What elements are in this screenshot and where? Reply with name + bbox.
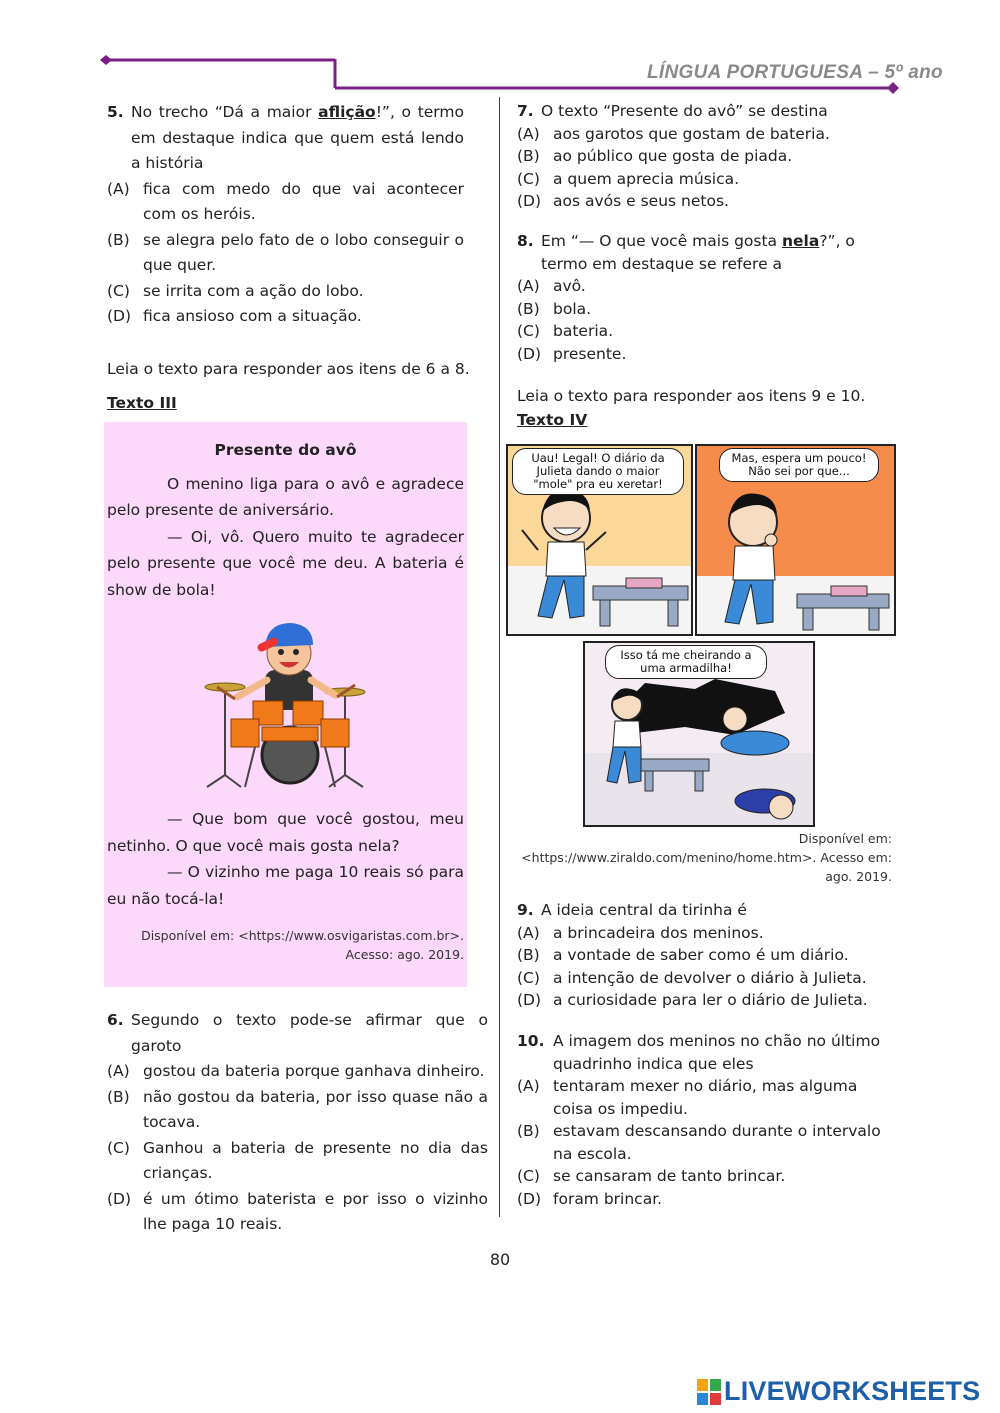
comic-bubble-3: Isso tá me cheirando a uma armadilha! — [605, 645, 767, 679]
question-5 — [107, 100, 464, 330]
header-decoration — [0, 0, 1000, 100]
option-d[interactable]: (D) aos avós e seus netos. — [517, 192, 729, 210]
story-paragraph-3: — Que bom que você gostou, meu netinho. O que você mais gosta nela? — [107, 810, 464, 855]
options-list — [107, 177, 464, 330]
question-number: 5. — [107, 103, 124, 121]
story-paragraph-1: O menino liga para o avô e agradece pelo presente de aniversário. — [107, 474, 464, 519]
liveworksheets-logo — [697, 1376, 980, 1407]
story-text — [107, 437, 464, 603]
intro-text-3: Leia o texto para responder aos itens de 6 a 8. — [107, 360, 470, 378]
option-d[interactable]: (D) fica ansioso com a situação. — [107, 307, 362, 325]
option-c[interactable]: (C) se irrita com a ação do lobo. — [107, 281, 364, 300]
page-number: 80 — [489, 1250, 511, 1269]
option-b[interactable]: (B) ao público que gosta de piada. — [517, 147, 793, 165]
option-d[interactable]: (D) é um ótimo baterista e por isso o vizinho lhe paga 10 reais. — [107, 1189, 488, 1233]
option-c[interactable]: (C) bateria. — [517, 322, 614, 340]
drummer-illustration — [195, 615, 380, 795]
option-a[interactable]: (A) fica com medo do que vai acontecer com os heróis. — [107, 179, 464, 223]
header-title: LÍNGUA PORTUGUESA – 5º ano — [647, 62, 943, 83]
option-a[interactable]: (A) tentaram mexer no diário, mas alguma coisa os impediu. — [517, 1077, 858, 1118]
texto-4-label: Texto IV — [517, 411, 588, 429]
option-c[interactable]: (C) a quem aprecia música. — [517, 169, 740, 188]
story-title: Presente do avô — [214, 441, 357, 459]
question-9 — [517, 899, 892, 1012]
highlighted-term: nela — [781, 232, 820, 250]
option-b[interactable]: (B) a vontade de saber como é um diário. — [517, 946, 849, 964]
option-b[interactable]: (B) não gostou da bateria, por isso quase não a tocava. — [107, 1087, 488, 1131]
story-paragraph-2: — Oi, vô. Quero muito te agradecer pelo presente que você me deu. A bateria é show de bola! — [107, 527, 464, 599]
question-10 — [517, 1030, 892, 1210]
question-stem: No trecho “Dá a maior aflição!”, o termo em destaque indica que quem está lendo a história — [131, 103, 464, 172]
option-a[interactable]: (A) a brincadeira dos meninos. — [517, 923, 764, 942]
question-stem: Segundo o texto pode-se afirmar que o garoto — [131, 1011, 488, 1055]
option-d[interactable]: (D) presente. — [517, 344, 627, 363]
comic-bubble-2: Mas, espera um pouco! Não sei por que... — [719, 448, 879, 482]
question-number: 9. — [517, 901, 534, 919]
story-paragraph-4: — O vizinho me paga 10 reais só para eu não tocá-la! — [107, 863, 464, 908]
comic-panel-2 — [695, 444, 896, 636]
option-c[interactable]: (C) a intenção de devolver o diário à Julieta. — [517, 968, 867, 987]
question-number: 6. — [107, 1011, 124, 1029]
question-7 — [517, 100, 892, 213]
question-number: 10. — [517, 1032, 545, 1050]
comic-panel-1 — [506, 444, 693, 636]
option-a[interactable]: (A) avô. — [517, 277, 586, 295]
question-number: 8. — [517, 232, 534, 250]
intro-text-4: Leia o texto para responder aos itens 9 e 10. — [517, 387, 866, 405]
texto-3-label: Texto III — [107, 394, 177, 412]
question-stem: O texto “Presente do avô” se destina — [541, 102, 828, 120]
option-b[interactable]: (B) bola. — [517, 299, 592, 318]
options-list — [107, 1059, 488, 1238]
option-d[interactable]: (D) a curiosidade para ler o diário de Julieta. — [517, 991, 868, 1009]
comic-bubble-1: Uau! Legal! O diário da Julieta dando o maior "mole" pra eu xeretar! — [512, 448, 684, 495]
question-number: 7. — [517, 102, 534, 120]
options-list — [517, 275, 892, 365]
option-d[interactable]: (D) foram brincar. — [517, 1189, 663, 1208]
option-b[interactable]: (B) se alegra pelo fato de o lobo conseguir o que quer. — [107, 230, 464, 274]
comic-source: Disponível em: <https://www.ziraldo.com/menino/home.htm>. Acesso em: ago. 2019. — [521, 831, 892, 884]
story-text-continued — [107, 806, 464, 912]
option-c[interactable]: (C) Ganhou a bateria de presente no dia das crianças. — [107, 1138, 488, 1182]
question-stem: A imagem dos meninos no chão no último quadrinho indica que eles — [553, 1032, 881, 1073]
option-a[interactable]: (A) gostou da bateria porque ganhava dinheiro. — [107, 1062, 485, 1080]
question-8 — [517, 230, 892, 365]
question-6 — [107, 1008, 488, 1238]
option-c[interactable]: (C) se cansaram de tanto brincar. — [517, 1167, 786, 1185]
comic-panel-3 — [583, 641, 815, 827]
column-divider — [499, 97, 500, 1217]
option-a[interactable]: (A) aos garotos que gostam de bateria. — [517, 124, 830, 143]
question-stem: A ideia central da tirinha é — [541, 901, 747, 919]
options-list — [517, 922, 892, 1012]
highlighted-term: aflição — [318, 103, 376, 121]
options-list — [517, 1075, 892, 1210]
question-stem: Em “— O que você mais gosta nela?”, o termo em destaque se refere a — [541, 232, 855, 273]
story-source: Disponível em: <https://www.osvigaristas.com.br>. Acesso: ago. 2019. — [141, 928, 464, 962]
liveworksheets-logo-icon — [697, 1379, 721, 1405]
option-b[interactable]: (B) estavam descansando durante o intervalo na escola. — [517, 1122, 881, 1163]
options-list — [517, 123, 892, 213]
liveworksheets-wordmark: LIVEWORKSHEETS — [724, 1376, 981, 1406]
